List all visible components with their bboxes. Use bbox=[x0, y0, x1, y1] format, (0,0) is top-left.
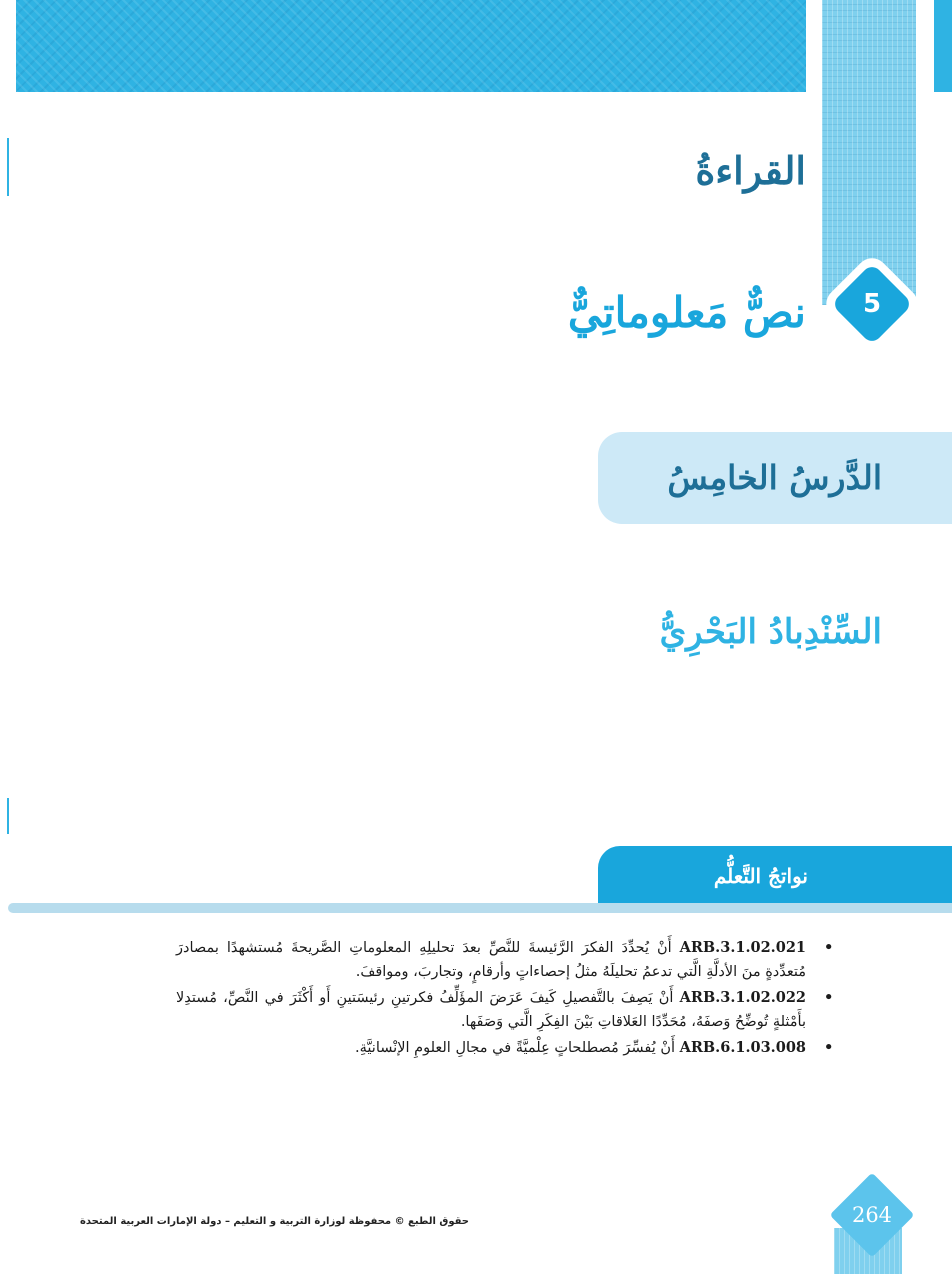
story-title: السِّنْدِبادُ البَحْرِيُّ bbox=[659, 612, 882, 652]
outcome-item bbox=[176, 986, 834, 1034]
outcome-item bbox=[176, 936, 834, 984]
outcome-text: أَنْ يُفسِّرَ مُصطلحاتٍ عِلْميَّةً في مجالِ العلومِ الإنْسانيَّةِ. bbox=[355, 1040, 676, 1056]
outcome-code: ARB.6.1.03.008 bbox=[679, 1039, 806, 1056]
outcomes-label: نواتجُ التَّعلُّم bbox=[713, 864, 808, 888]
outcomes-list bbox=[176, 936, 834, 1062]
section-title: القراءةُ bbox=[695, 148, 806, 193]
unit-number-badge bbox=[826, 258, 918, 350]
margin-marker-top bbox=[7, 138, 9, 196]
header-banner bbox=[16, 0, 806, 92]
page-number: 264 bbox=[851, 1203, 893, 1227]
bullet-icon: • bbox=[823, 987, 834, 1008]
unit-number: 5 bbox=[862, 289, 882, 319]
unit-title: نصٌّ مَعلوماتِيٌّ bbox=[567, 288, 806, 337]
outcome-text: أَنْ يُحدِّدَ الفكرَ الرَّئيسةَ للنَّصِّ بعدَ تحليلِهِ المعلوماتِ الصَّريحةَ مُستشهدًا بمصادرَ مُتعدِّدةٍ منَ الأدلَّةِ الَّتي تدعمُ تحليلَهُ مثلُ إحصاءاتٍ وأرقامٍ، وتجاربَ، ومواقفَ. bbox=[176, 940, 806, 980]
outcomes-divider bbox=[8, 903, 952, 913]
lesson-title: الدَّرسُ الخامِسُ bbox=[667, 458, 882, 497]
margin-marker-bottom bbox=[7, 798, 9, 834]
copyright-footer: حقوق الطبع © محفوظة لوزارة التربية و التعليم – دولة الإمارات العربية المتحدة bbox=[80, 1216, 469, 1227]
outcome-code: ARB.3.1.02.022 bbox=[679, 989, 807, 1006]
outcome-text: أَنْ يَصِفَ بالتَّفصيلِ كَيفَ عَرَضَ المؤَلِّفُ فكرتينِ رئيسَتينِ أَو أَكْثَرَ في النَّصِّ، مُستدِلا بأَمْثلةٍ تُوضِّحُ وَصفَهُ، مُحَدِّدًا العَلاقاتِ بَيْنَ الفِكَرِ الَّتي وَصَفَها. bbox=[176, 990, 806, 1030]
bullet-icon: • bbox=[823, 937, 834, 958]
bullet-icon: • bbox=[823, 1037, 834, 1058]
outcome-code: ARB.3.1.02.021 bbox=[679, 939, 806, 956]
header-banner-edge bbox=[934, 0, 952, 92]
outcome-item bbox=[176, 1036, 834, 1060]
